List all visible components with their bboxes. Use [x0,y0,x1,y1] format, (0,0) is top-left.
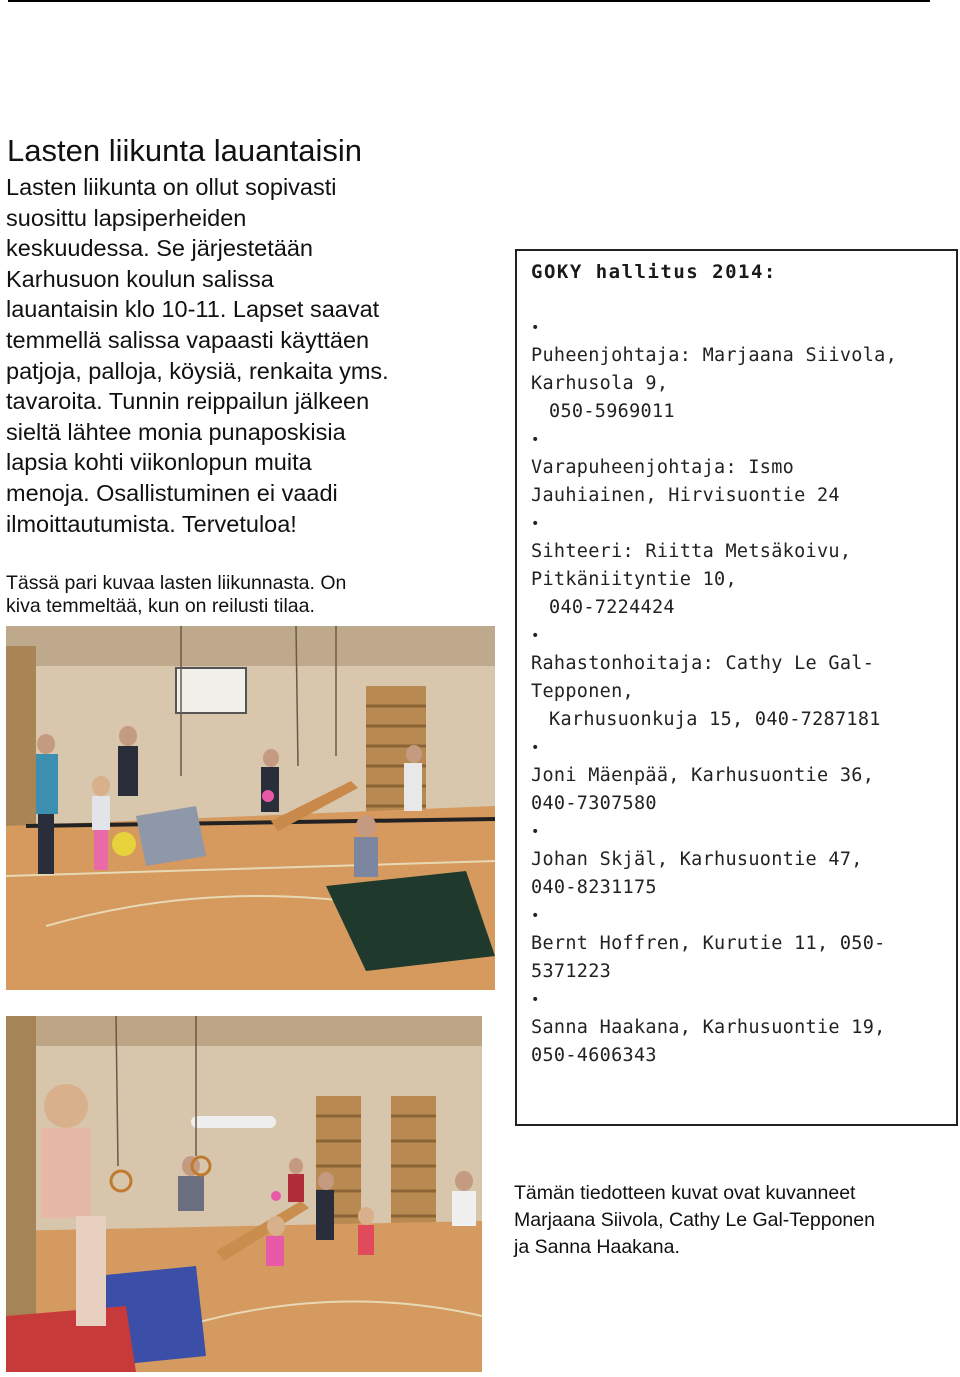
gym-photo-1 [6,626,495,990]
member-line: 040-7224424 [549,597,675,618]
credits-line: Marjaana Siivola, Cathy Le Gal-Tepponen [514,1209,875,1231]
bullet-icon: • [531,740,540,756]
article-title: Lasten liikunta lauantaisin [7,133,363,168]
board-member [531,818,951,902]
body-line: Lasten liikunta on ollut sopivasti [6,174,337,200]
board-member [531,902,951,986]
top-rule [8,0,930,2]
body-line: keskuudessa. Se järjestetään [6,235,313,262]
article-body [6,172,486,539]
member-line: Jauhiainen, Hirvisuontie 24 [531,485,840,506]
board-member [531,426,951,510]
board-title: GOKY hallitus 2014: [531,261,777,283]
member-line [531,314,951,370]
body-line: menoja. Osallistuminen ei vaadi [6,479,338,506]
member-line [531,902,951,958]
gym-photo-2 [6,1016,482,1372]
caption-line: Tässä pari kuvaa lasten liikunnasta. On [6,572,347,594]
bullet-icon: • [531,992,540,1008]
gym-photo-2-image [6,1016,482,1372]
board-member [531,314,951,426]
member-text: Rahastonhoitaja: Cathy Le Gal- [531,653,875,674]
body-line: suosittu lapsiperheiden [6,204,247,231]
member-text: Sihteeri: Riitta Metsäkoivu, [531,541,852,562]
bullet-icon: • [531,320,540,336]
bullet-icon: • [531,432,540,448]
caption-line: kiva temmeltää, kun on reilusti tilaa. [6,595,315,617]
member-line: 040-8231175 [531,877,657,898]
member-line [531,622,951,678]
member-line: 050-5969011 [549,401,675,422]
member-text: Varapuheenjohtaja: Ismo [531,457,795,478]
board-member [531,510,951,622]
body-line: sieltä lähtee monia punaposkisia [6,418,346,445]
member-line: 040-7307580 [531,793,657,814]
member-text: Puheenjohtaja: Marjaana Siivola, [531,345,898,366]
board-members-box [515,249,958,1126]
bullet-icon: • [531,824,540,840]
member-line [531,426,951,482]
body-line: ilmoittautumista. Tervetuloa! [6,510,297,537]
member-line [531,818,951,874]
member-line: Karhusuonkuja 15, 040-7287181 [549,709,881,730]
photo-credits [514,1180,954,1261]
member-text: Bernt Hoffren, Kurutie 11, 050- [531,933,886,954]
member-line [531,734,951,790]
board-member [531,986,951,1070]
body-line: temmellä salissa vapaasti käyttäen [6,326,370,353]
member-line: 050-4606343 [531,1045,657,1066]
credits-line: ja Sanna Haakana. [514,1236,680,1258]
board-member [531,734,951,818]
member-line [531,510,951,566]
photo-caption [6,572,486,618]
member-text: Joni Mäenpää, Karhusuontie 36, [531,765,875,786]
body-line: lauantaisin klo 10-11. Lapset saavat [6,296,380,323]
body-line: Karhusuon koulun salissa [6,265,274,292]
body-line: lapsia kohti viikonlopun muita [6,449,312,476]
gym-photo-1-image [6,626,495,990]
member-text: Johan Skjäl, Karhusuontie 47, [531,849,863,870]
credits-line: Tämän tiedotteen kuvat ovat kuvanneet [514,1182,856,1204]
body-line: patjoja, palloja, köysiä, renkaita yms. [6,357,389,384]
member-text: Sanna Haakana, Karhusuontie 19, [531,1017,886,1038]
member-line: Pitkäniityntie 10, [531,569,737,590]
member-line [531,986,951,1042]
member-line: Tepponen, [531,681,634,702]
board-member [531,622,951,734]
bullet-icon: • [531,628,540,644]
member-line: 5371223 [531,961,612,982]
body-line: tavaroita. Tunnin reippailun jälkeen [6,388,370,415]
bullet-icon: • [531,908,540,924]
member-line: Karhusola 9, [531,373,669,394]
bullet-icon: • [531,516,540,532]
